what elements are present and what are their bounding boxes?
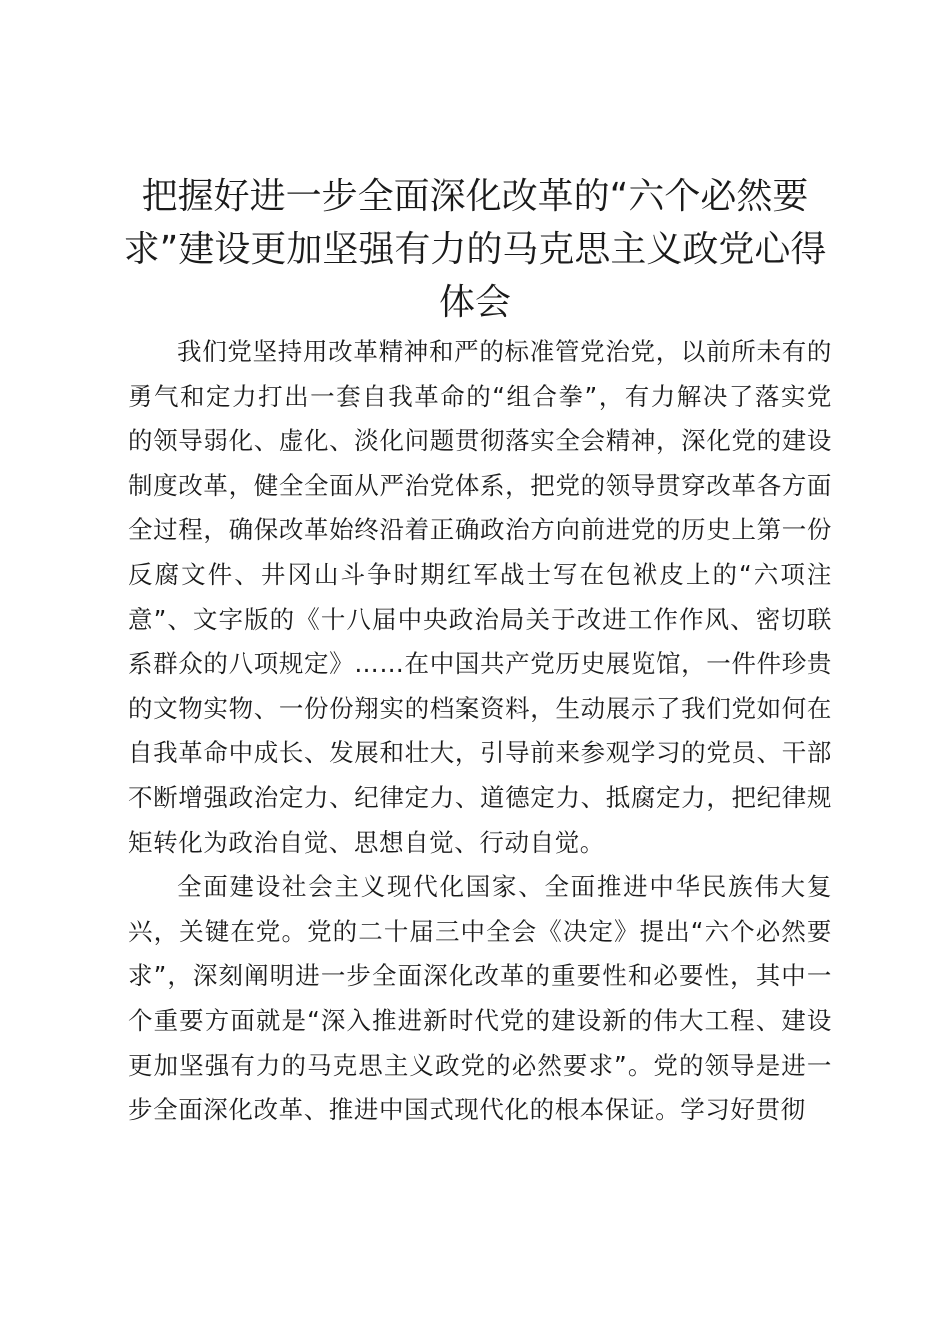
document-title: 把握好进一步全面深化改革的“六个必然要求”建设更加坚强有力的马克思主义政党心得体会 — [123, 176, 827, 323]
paragraph-2: 全面建设社会主义现代化国家、全面推进中华民族伟大复兴，关键在党。党的二十届三中全会《决定》提出“六个必然要求”，深刻阐明进一步全面深化改革的重要性和必要性，其中一个重要方面就是“深入推进新时代党的建设新的伟大工程、建设更加坚强有力的马克思主义政党的必然要求”。党的领导是进一步全面深化改革、推进中国式现代化的根本保证。学习好贯彻 — [128, 872, 832, 1125]
document-body — [128, 330, 832, 1133]
paragraph-1: 我们党坚持用改革精神和严的标准管党治党，以前所未有的勇气和定力打出一套自我革命的“组合拳”，有力解决了落实党的领导弱化、虚化、淡化问题贯彻落实全会精神，深化党的建设制度改革，健全全面从严治党体系，把党的领导贯穿改革各方面全过程，确保改革始终沿着正确政治方向前进党的历史上第一份反腐文件、井冈山斗争时期红军战士写在包袱皮上的“六项注意”、文字版的《十八届中央政治局关于改进工作作风、密切联系群众的八项规定》……在中国共产党历史展览馆，一件件珍贵的文物实物、一份份翔实的档案资料，生动展示了我们党如何在自我革命中成长、发展和壮大，引导前来参观学习的党员、干部不断增强政治定力、纪律定力、道德定力、抵腐定力，把纪律规矩转化为政治自觉、思想自觉、行动自觉。 — [128, 337, 832, 857]
